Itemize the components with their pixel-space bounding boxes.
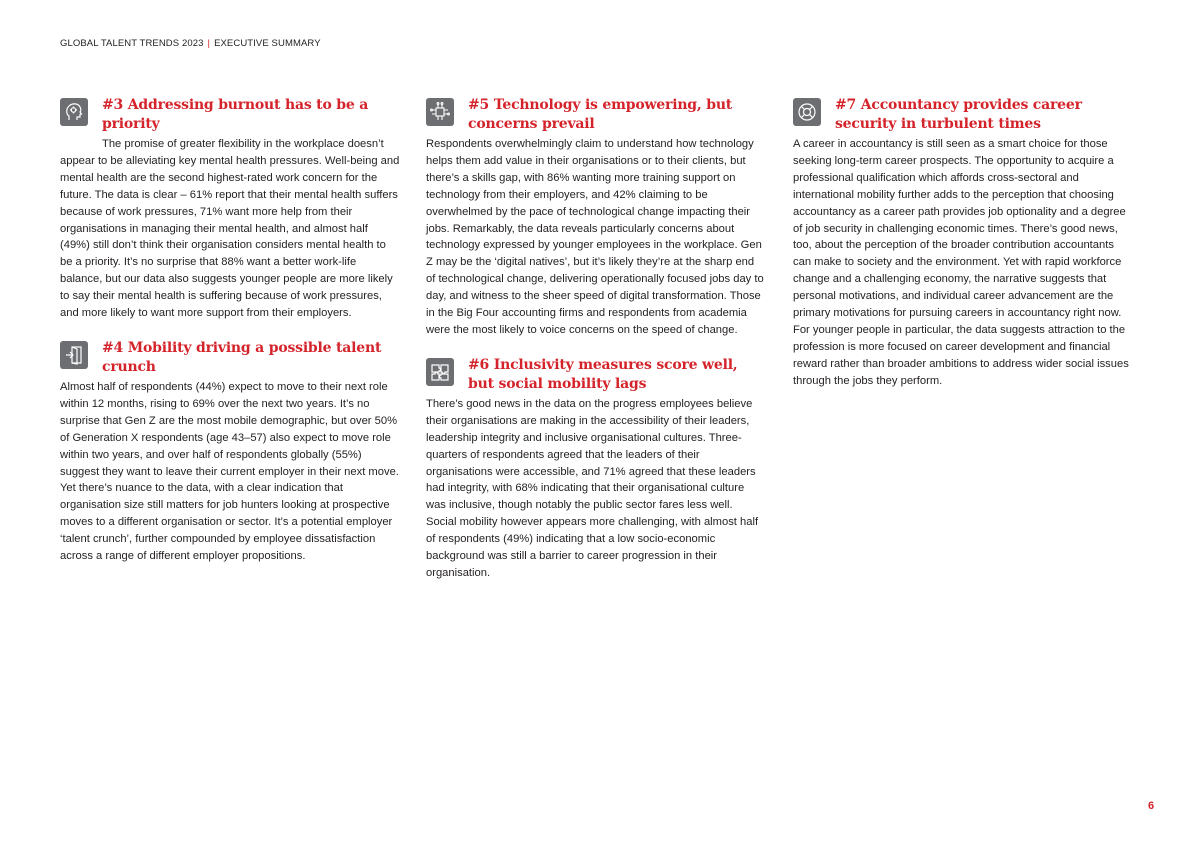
section-body: Respondents overwhelmingly claim to understand how technology helps them add value in their organisations or to their clients, but there’s a skills gap, with 86% wanting more training support on technology from their employers, and 42% claiming to be overwhelmed by the pace of technological change impacting their jobs. Remarkably, the data reveals particularly concerns about technology expressed by younger employees in the workplace. Gen Z may be the ‘digital natives’, but it’s likely they’re at the sharp end of technological change, delivering operationally focused jobs day to day, and witness to the sheer speed of digital transformation. Those in the Big Four accounting firms and respondents from academia were the most likely to voice concerns on the speed of change. bbox=[426, 138, 764, 336]
head-brain-icon bbox=[60, 98, 88, 126]
section-body: Almost half of respondents (44%) expect to move to their next role within 12 months, rising to 69% over the next two years. It’s no surprise that Gen Z are the most mobile demographic, but over 50% of Generation X respondents (age 43–57) also expect to move role within two years, and over half of respondents globally (55%) suggest they want to leave their current employer in their next move. Yet there’s nuance to the data, with a clear indication that organisation size still matters for job hunters looking at prospective moves to a different organisation or sector. It’s a potential employer ‘talent crunch’, further compounded by employee dissatisfaction across a range of different employer propositions. bbox=[60, 380, 399, 563]
header-separator: | bbox=[207, 38, 211, 49]
section-title: #7 Accountancy provides career security in turbulent times bbox=[835, 97, 1082, 132]
puzzle-pieces-icon bbox=[426, 358, 454, 386]
running-header bbox=[60, 38, 321, 49]
section-accountancy bbox=[793, 96, 1133, 390]
circuit-chip-icon bbox=[426, 98, 454, 126]
section-title: #4 Mobility driving a possible talent crunch bbox=[102, 339, 382, 375]
column-middle bbox=[426, 96, 766, 582]
section-body: The promise of greater flexibility in the workplace doesn’t appear to be alleviating key mental health pressures. Well-being and mental health are the second highest-rated work concern for the future. The data is clear – 61% report that their mental health suffers because of work pressures, 71% want more help from their organisations in managing their mental health, and almost half (49%) still don’t think their organisation considers mental health to be a priority. It’s no surprise that 88% want a better work-life balance, but our data also suggests younger people are more likely to say their mental health is suffering because of work pressures, and more likely to want more support from their employers. bbox=[60, 138, 400, 320]
section-body: There’s good news in the data on the progress employees believe their organisations are making in the accessibility of their leaders, leadership integrity and inclusive organisational cultures. Three-quarters of respondents agreed that the leaders of their organisations were accessible, and 71% agreed that these leaders had integrity, with 68% indicating that their organisational culture was inclusive, though notably the public sector fares less well. Social mobility however appears more challenging, with almost half of respondents (49%) indicating that a low socio-economic background was still a barrier to career progression in their organisation. bbox=[426, 397, 759, 579]
section-technology bbox=[426, 96, 766, 339]
section-inclusivity bbox=[426, 356, 766, 582]
column-right bbox=[793, 96, 1133, 390]
section-mobility bbox=[60, 339, 400, 565]
exit-door-icon bbox=[60, 341, 88, 369]
section-title: #5 Technology is empowering, but concerns prevail bbox=[468, 97, 733, 132]
section-body: A career in accountancy is still seen as a smart choice for those seeking long-term career prospects. The opportunity to acquire a professional qualification which affords cross-sectoral and international mobility further adds to the perception that choosing accountancy as a career path provides job optionality and a degree of job security in challenging economic times. There’s good news, too, about the perception of the broader contribution accountants can make to society and the environment. Yet with rapid workforce change and a challenging economy, the narrative suggests that personal motivations, and individual career advancement are the primary motivations for pursuing careers in accountancy right now. For younger people in particular, the data suggests attraction to the profession is more focused on career development and financial reward rather than broader ambitions to address wider social issues through the jobs they perform. bbox=[793, 138, 1129, 387]
header-section-title: EXECUTIVE SUMMARY bbox=[214, 38, 321, 49]
section-title: #3 Addressing burnout has to be a priority bbox=[102, 97, 369, 132]
page-number: 6 bbox=[1148, 800, 1155, 812]
header-report-title: GLOBAL TALENT TRENDS 2023 bbox=[60, 38, 204, 49]
column-left bbox=[60, 96, 400, 565]
section-burnout bbox=[60, 96, 400, 322]
lifebuoy-icon bbox=[793, 98, 821, 126]
section-title: #6 Inclusivity measures score well, but social mobility lags bbox=[468, 356, 738, 392]
